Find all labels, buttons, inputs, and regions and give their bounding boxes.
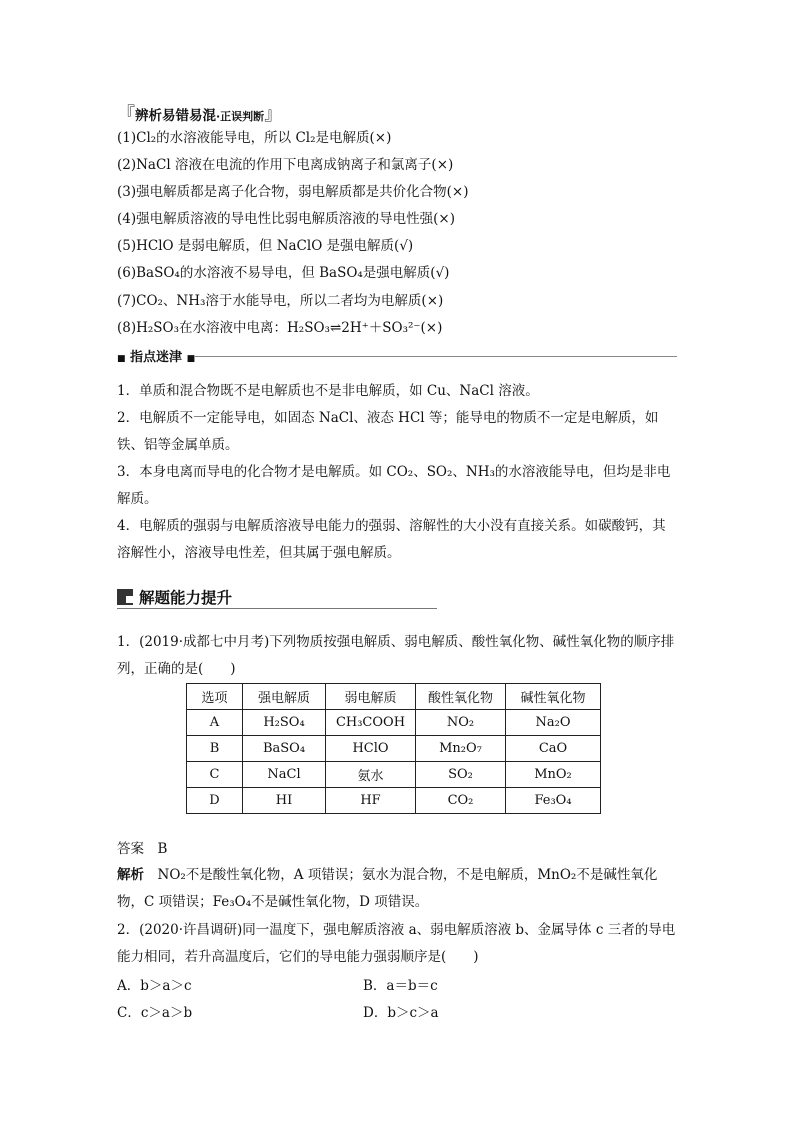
table-cell: B xyxy=(187,736,243,762)
table-cell: HClO xyxy=(326,736,416,762)
judgement-item: (2)NaCl 溶液在电流的作用下电离成钠离子和氯离子(×) xyxy=(117,157,454,173)
question-1-stem xyxy=(117,629,677,683)
table-cell: A xyxy=(187,710,243,736)
judgement-item: (1)Cl₂的水溶液能导电，所以 Cl₂是电解质(×) xyxy=(117,130,392,146)
section-heading-ability xyxy=(117,586,437,610)
question-2-stem xyxy=(117,917,677,971)
analysis-label: 解析 xyxy=(117,867,144,883)
tip-item: 1．单质和混合物既不是电解质也不是非电解质，如 Cu、NaCl 溶液。 xyxy=(117,383,539,399)
table-row xyxy=(187,788,601,814)
divider xyxy=(117,608,437,609)
divider xyxy=(195,356,677,357)
table-cell: D xyxy=(187,788,243,814)
table-header: 碱性氧化物 xyxy=(506,684,601,710)
section-heading-judgement xyxy=(117,100,282,126)
question-source: 1．(2019·成都七中月考) xyxy=(117,634,270,650)
judgement-item: (8)H₂SO₃在水溶液中电离：H₂SO₃⇌2H⁺＋SO₃²⁻(×) xyxy=(117,320,443,336)
open-bracket-icon: 『 xyxy=(117,104,135,125)
table-cell: NaCl xyxy=(243,762,326,788)
table-cell: CH₃COOH xyxy=(326,710,416,736)
bullet-icon: ■ xyxy=(186,354,196,364)
choice-c[interactable]: C．c＞a＞b xyxy=(117,1005,193,1021)
question-source: 2．(2020·许昌调研) xyxy=(117,922,243,938)
judgement-item: (5)HClO 是弱电解质，但 NaClO 是强电解质(√) xyxy=(117,238,414,254)
choice-a[interactable]: A．b＞a＞c xyxy=(117,978,192,994)
judgement-item: (3)强电解质都是离子化合物，弱电解质都是共价化合物(×) xyxy=(117,184,469,200)
analysis-text: NO₂不是酸性氧化物，A 项错误；氨水为混合物，不是电解质，MnO₂不是碱性氧化物，C 项错误；Fe₃O₄不是碱性氧化物，D 项错误。 xyxy=(117,867,658,910)
question-text: 同一温度下，强电解质溶液 a、弱电解质溶液 b、金属导体 c 三者的导电能力相同，若升高温度后，它们的导电能力强弱顺序是( ) xyxy=(117,922,676,965)
table-cell: H₂SO₄ xyxy=(243,710,326,736)
table-header: 选项 xyxy=(187,684,243,710)
table-cell: CO₂ xyxy=(416,788,506,814)
table-cell: SO₂ xyxy=(416,762,506,788)
table-cell: HI xyxy=(243,788,326,814)
section-subtitle: ·正误判断 xyxy=(216,110,265,123)
analysis-block xyxy=(117,862,677,916)
table-cell: NO₂ xyxy=(416,710,506,736)
table-row xyxy=(187,710,601,736)
section-title: 辨析易错易混 xyxy=(135,108,216,124)
table-cell: HF xyxy=(326,788,416,814)
table-header-row xyxy=(187,684,601,710)
bullet-icon: ■ xyxy=(117,354,126,364)
answer-line xyxy=(117,839,167,859)
table-header: 弱电解质 xyxy=(326,684,416,710)
table-cell: MnO₂ xyxy=(506,762,601,788)
tip-item: 2．电解质不一定能导电，如固态 NaCl、液态 HCl 等；能导电的物质不一定是电解质，如铁、铝等金属单质。 xyxy=(117,410,659,453)
answer-value: B xyxy=(157,841,168,857)
table-header: 强电解质 xyxy=(243,684,326,710)
table-cell: CaO xyxy=(506,736,601,762)
table-row xyxy=(187,736,601,762)
table-cell: Mn₂O₇ xyxy=(416,736,506,762)
table-cell: C xyxy=(187,762,243,788)
table-row xyxy=(187,762,601,788)
table-cell: Na₂O xyxy=(506,710,601,736)
question-text: 下列物质按强电解质、弱电解质、酸性氧化物、碱性氧化物的顺序排列，正确的是( ) xyxy=(117,634,675,677)
judgement-item: (7)CO₂、NH₃溶于水能导电，所以二者均为电解质(×) xyxy=(117,293,444,309)
table-cell: 氨水 xyxy=(326,762,416,788)
tip-item: 4．电解质的强弱与电解质溶液导电能力的强弱、溶解性的大小没有直接关系。如碳酸钙，其溶解性小，溶液导电性差，但其属于强电解质。 xyxy=(117,518,666,561)
answer-label: 答案 xyxy=(117,841,144,857)
tips-title: 指点迷津 xyxy=(130,350,183,365)
tips-heading xyxy=(117,346,677,366)
choice-b[interactable]: B．a＝b＝c xyxy=(363,978,438,994)
table-cell: BaSO₄ xyxy=(243,736,326,762)
close-bracket-icon: 』 xyxy=(264,104,283,125)
section-title: 解题能力提升 xyxy=(139,589,233,607)
judgement-item: (4)强电解质溶液的导电性比弱电解质溶液的导电性强(×) xyxy=(117,211,455,227)
choice-d[interactable]: D．b＞c＞a xyxy=(363,1005,439,1021)
tip-item: 3．本身电离而导电的化合物才是电解质。如 CO₂、SO₂、NH₃的水溶液能导电，但均是非电解质。 xyxy=(117,464,671,507)
table-header: 酸性氧化物 xyxy=(416,684,506,710)
options-table xyxy=(186,683,601,814)
judgement-item: (6)BaSO₄的水溶液不易导电，但 BaSO₄是强电解质(√) xyxy=(117,265,450,281)
table-cell: Fe₃O₄ xyxy=(506,788,601,814)
